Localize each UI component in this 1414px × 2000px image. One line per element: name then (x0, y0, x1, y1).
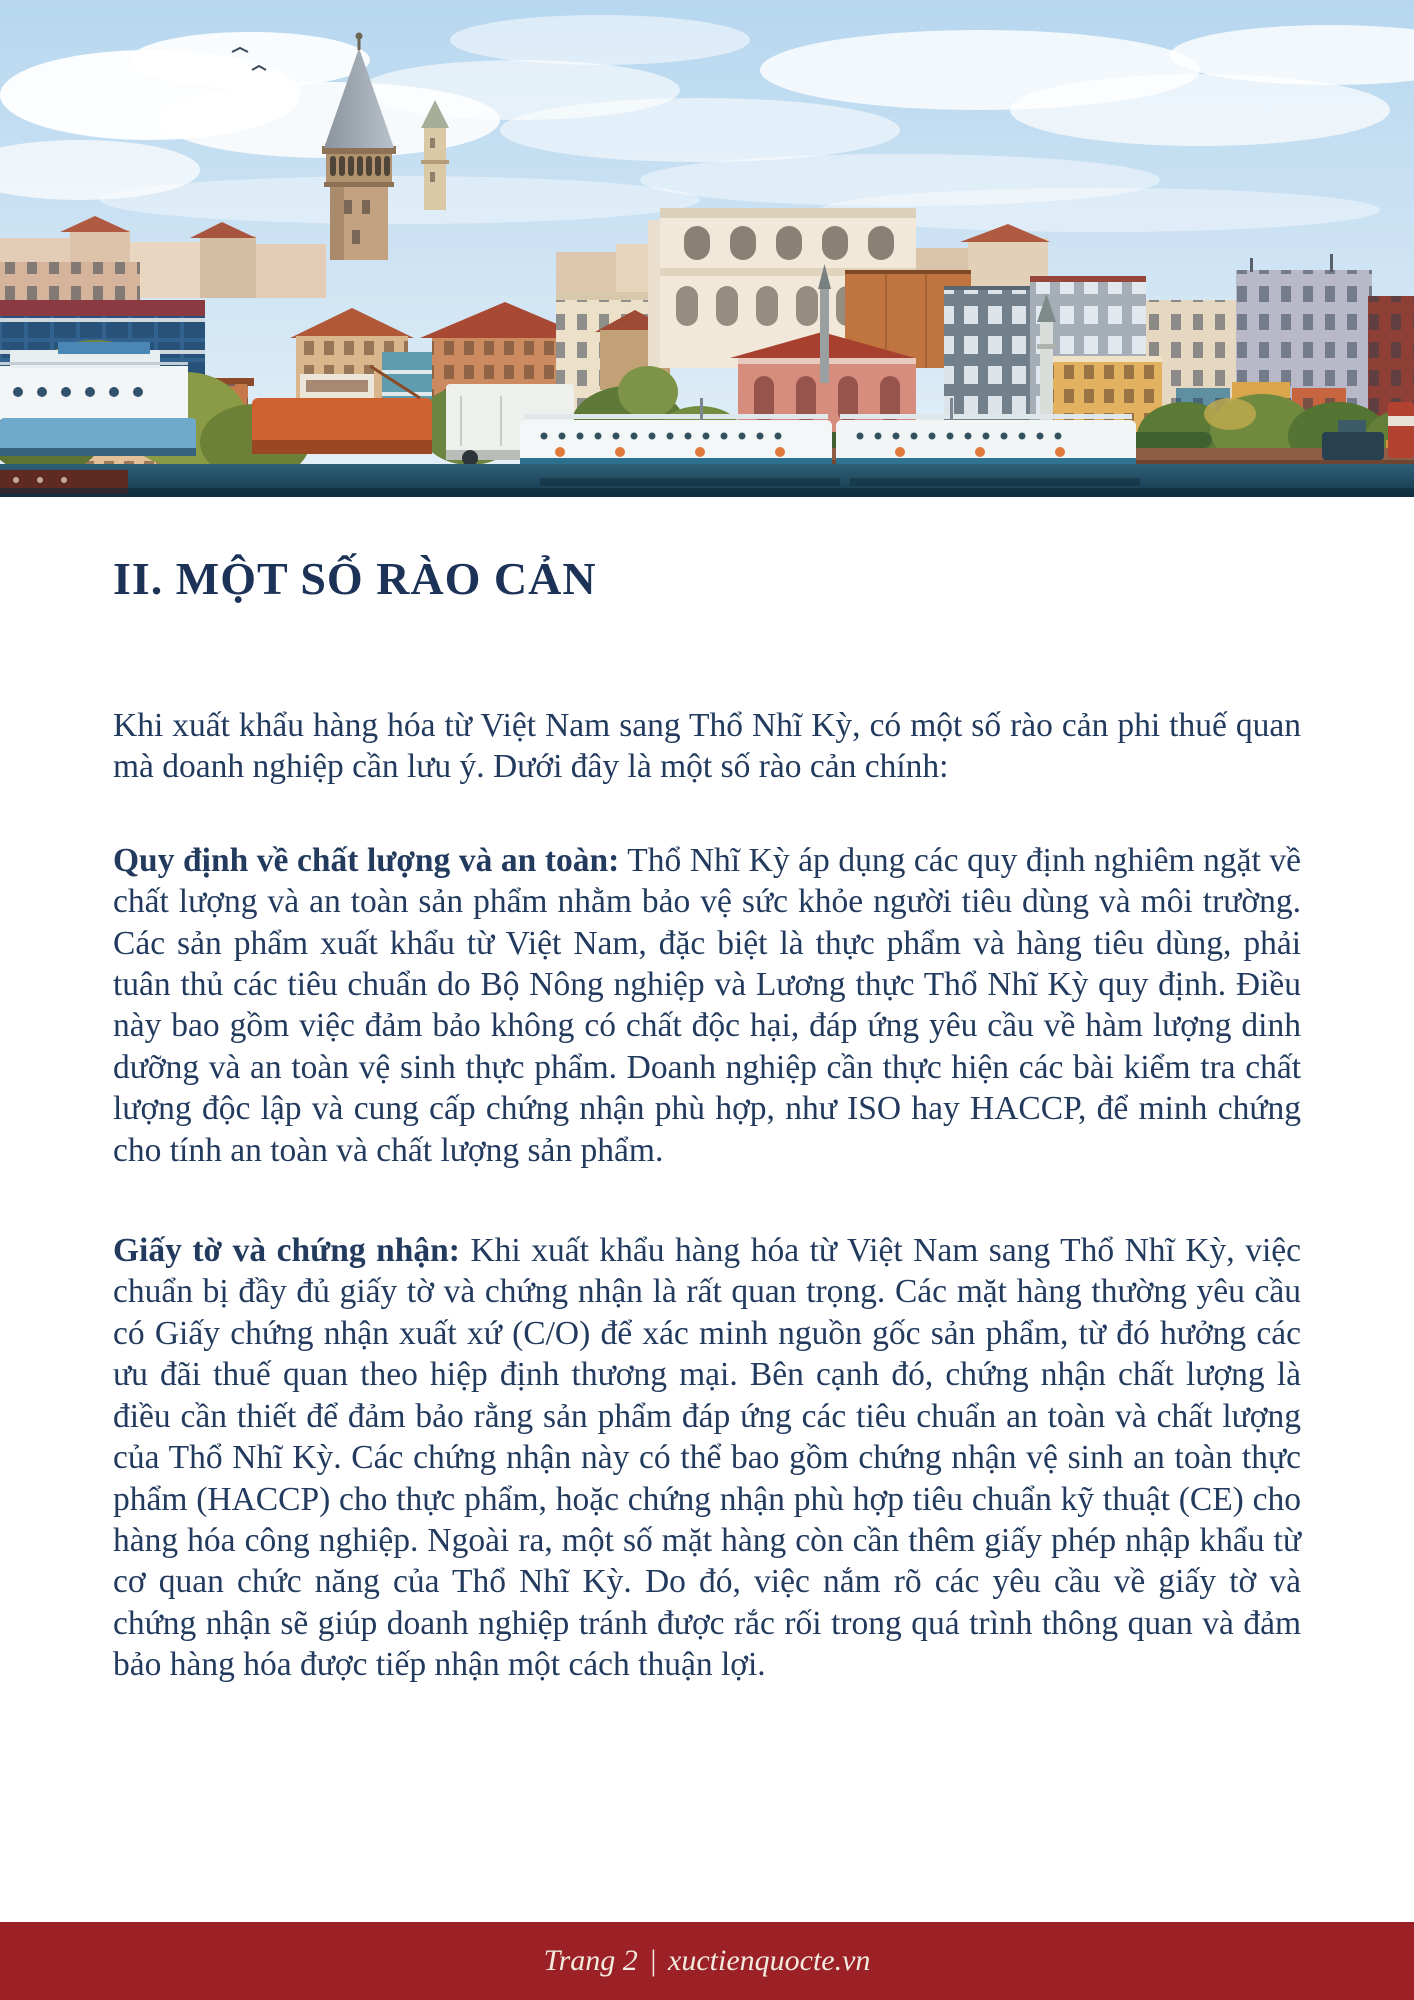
intro-paragraph (113, 705, 1301, 788)
page-body (113, 0, 1301, 1686)
documents-certification-paragraph (113, 1230, 1301, 1685)
page-footer (0, 1922, 1414, 2000)
documents-certification-paragraph-text: Khi xuất khẩu hàng hóa từ Việt Nam sang Thổ Nhĩ Kỳ, việc chuẩn bị đầy đủ giấy tờ và chứng nhận là rất quan trọng. Các mặt hàng thường yêu cầu có Giấy chứng nhận xuất xứ (C/O) để xác minh nguồn gốc sản phẩm, từ đó hưởng các ưu đãi thuế quan theo hiệp định thương mại. Bên cạnh đó, chứng nhận chất lượng là điều cần thiết để đảm bảo rằng sản phẩm đáp ứng các tiêu chuẩn an toàn và chất lượng của Thổ Nhĩ Kỳ. Các chứng nhận này có thể bao gồm chứng nhận vệ sinh an toàn thực phẩm (HACCP) cho thực phẩm, hoặc chứng nhận phù hợp tiêu chuẩn kỹ thuật (CE) cho hàng hóa công nghiệp. Ngoài ra, một số mặt hàng còn cần thêm giấy phép nhập khẩu từ cơ quan chức năng của Thổ Nhĩ Kỳ. Do đó, việc nắm rõ các yêu cầu về giấy tờ và chứng nhận sẽ giúp doanh nghiệp tránh được rắc rối trong quá trình thông quan và đảm bảo hàng hóa được tiếp nhận một cách thuận lợi. (113, 1232, 1301, 1684)
page-title: II. MỘT SỐ RÀO CẢN (113, 553, 597, 604)
intro-paragraph-text: Khi xuất khẩu hàng hóa từ Việt Nam sang Thổ Nhĩ Kỳ, có một số rào cản phi thuế quan mà doanh nghiệp cần lưu ý. Dưới đây là một số rào cản chính: (113, 707, 1301, 786)
quality-safety-paragraph-text: Thổ Nhĩ Kỳ áp dụng các quy định nghiêm ngặt về chất lượng và an toàn sản phẩm nhằm bảo vệ sức khỏe người tiêu dùng và môi trường. Các sản phẩm xuất khẩu từ Việt Nam, đặc biệt là thực phẩm và hàng tiêu dùng, phải tuân thủ các tiêu chuẩn do Bộ Nông nghiệp và Lương thực Thổ Nhĩ Kỳ quy định. Điều này bao gồm việc đảm bảo không có chất độc hại, đáp ứng yêu cầu về hàm lượng dinh dưỡng và an toàn vệ sinh thực phẩm. Doanh nghiệp cần thực hiện các bài kiểm tra chất lượng độc lập và cung cấp chứng nhận phù hợp, như ISO hay HACCP, để minh chứng cho tính an toàn và chất lượng sản phẩm. (113, 841, 1301, 1169)
documents-certification-paragraph-lead: Giấy tờ và chứng nhận: (113, 1232, 460, 1270)
quality-safety-paragraph (113, 840, 1301, 1171)
footer-separator: | (648, 1944, 658, 1977)
footer-site-name: xuctienquocte.vn (668, 1944, 871, 1977)
footer-page-number: Trang 2 (543, 1944, 638, 1977)
quality-safety-paragraph-lead: Quy định về chất lượng và an toàn: (113, 841, 620, 879)
